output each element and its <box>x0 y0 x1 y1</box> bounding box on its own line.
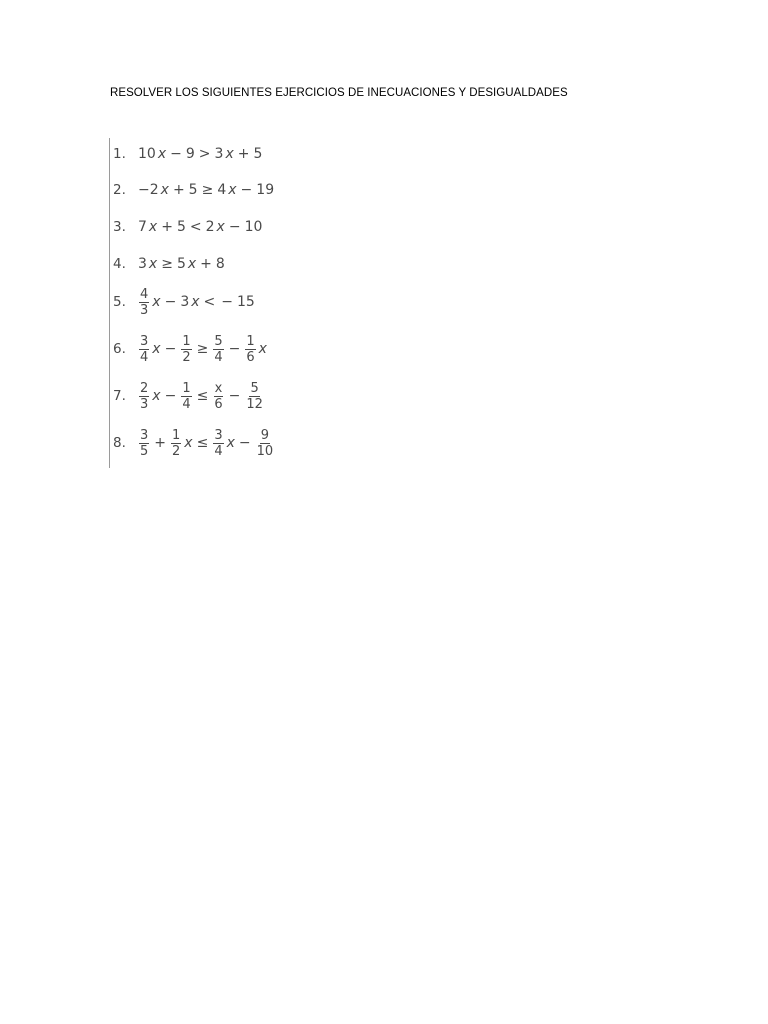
math-term: x <box>152 294 161 310</box>
inequality-expression <box>137 287 256 318</box>
exercise-item <box>113 427 276 459</box>
fraction-numerator: 3 <box>140 333 149 349</box>
math-term: 3 <box>180 294 190 310</box>
fraction-numerator: 1 <box>246 333 255 349</box>
math-term: x <box>160 182 169 198</box>
page-title: RESOLVER LOS SIGUIENTES EJERCICIOS DE INECUACIONES Y DESIGUALDADES <box>110 87 568 99</box>
math-operator: ≥ <box>201 182 214 198</box>
fraction-denominator: 2 <box>182 349 191 365</box>
math-operator: − <box>238 435 251 451</box>
fraction-numerator: 4 <box>140 286 149 302</box>
math-operator: ≥ <box>196 341 209 357</box>
math-operator: + <box>161 219 173 235</box>
fraction-denominator: 2 <box>172 443 181 459</box>
math-term: x <box>216 219 225 235</box>
math-term: x <box>152 341 161 357</box>
math-term: x <box>157 146 167 162</box>
exercise-item <box>113 180 275 200</box>
exercise-number: 8. <box>113 435 126 451</box>
fraction <box>245 381 264 412</box>
math-term: 19 <box>256 182 275 198</box>
fraction <box>181 334 191 365</box>
math-operator: − <box>170 146 182 162</box>
fraction <box>213 381 223 412</box>
math-operator: − <box>228 219 241 235</box>
math-operator: − <box>228 388 241 404</box>
math-operator: ≤ <box>196 388 209 404</box>
math-term: x <box>226 435 235 451</box>
math-operator: − <box>164 341 177 357</box>
exercise-number: 2. <box>113 182 126 198</box>
math-term: 3 <box>138 256 147 272</box>
math-operator: ≥ <box>161 256 173 272</box>
inequality-expression <box>137 381 266 412</box>
fraction <box>245 334 255 365</box>
fraction-denominator: 4 <box>140 349 149 365</box>
exercise-item <box>113 333 268 365</box>
math-operator: > <box>198 146 211 162</box>
fraction-numerator: 1 <box>172 427 181 443</box>
fraction-denominator: 3 <box>140 302 149 318</box>
math-term: x <box>228 182 237 198</box>
exercise-number: 4. <box>113 256 126 272</box>
math-term: x <box>258 341 267 357</box>
exercise-number: 1. <box>113 146 126 162</box>
exercise-number: 6. <box>113 341 126 357</box>
math-term: 4 <box>217 182 227 198</box>
math-operator: − <box>164 294 177 310</box>
fraction-numerator: x <box>214 380 223 396</box>
exercise-list <box>109 138 310 468</box>
fraction-denominator: 6 <box>214 396 223 412</box>
math-term: 15 <box>237 294 255 310</box>
exercise-item <box>113 217 263 237</box>
fraction-denominator: 3 <box>140 396 149 412</box>
math-operator: − <box>164 388 177 404</box>
math-operator: ≤ <box>196 435 209 451</box>
math-term: 5 <box>253 146 263 162</box>
math-term: 5 <box>176 256 186 272</box>
fraction <box>213 334 223 365</box>
exercise-item <box>113 380 266 412</box>
exercise-item <box>113 144 263 164</box>
math-term: 8 <box>215 256 225 272</box>
exercise-item <box>113 286 256 318</box>
fraction-denominator: 5 <box>140 443 149 459</box>
fraction-numerator: 3 <box>140 427 149 443</box>
math-term: 10 <box>138 146 156 162</box>
exercise-number: 3. <box>113 219 126 235</box>
math-operator: + <box>200 256 212 272</box>
fraction-denominator: 4 <box>214 349 223 365</box>
exercise-number: 5. <box>113 294 126 310</box>
math-term: 5 <box>176 219 186 235</box>
math-term: 2 <box>205 219 215 235</box>
fraction <box>171 428 181 459</box>
fraction-numerator: 2 <box>140 380 149 396</box>
fraction-numerator: 5 <box>214 333 223 349</box>
math-term: x <box>191 294 200 310</box>
math-term: 9 <box>185 146 195 162</box>
math-term: x <box>184 435 193 451</box>
math-term: 7 <box>138 219 147 235</box>
fraction <box>139 381 149 412</box>
fraction-numerator: 3 <box>214 427 223 443</box>
fraction-denominator: 10 <box>256 443 274 459</box>
fraction <box>139 428 149 459</box>
math-operator: − <box>240 182 253 198</box>
fraction-numerator: 9 <box>260 427 270 443</box>
fraction-numerator: 1 <box>182 333 191 349</box>
inequality-expression <box>137 428 276 459</box>
fraction <box>181 381 191 412</box>
math-term: x <box>148 256 158 272</box>
fraction-denominator: 4 <box>214 443 223 459</box>
inequality-expression <box>137 146 263 162</box>
fraction-denominator: 6 <box>246 349 255 365</box>
fraction-denominator: 12 <box>246 396 263 412</box>
math-operator: + <box>237 146 250 162</box>
fraction <box>139 287 149 318</box>
math-term: x <box>225 146 234 162</box>
math-term: −2 <box>138 182 159 198</box>
inequality-expression <box>137 182 275 198</box>
inequality-expression <box>137 334 268 365</box>
fraction-numerator: 1 <box>182 380 191 396</box>
inequality-expression <box>137 219 263 235</box>
math-term: 5 <box>188 182 198 198</box>
exercise-number: 7. <box>113 388 126 404</box>
math-operator: < <box>189 219 202 235</box>
math-operator: − <box>221 294 233 310</box>
math-operator: + <box>154 435 167 451</box>
math-term: x <box>152 388 161 404</box>
fraction-numerator: 5 <box>250 380 259 396</box>
math-term: x <box>187 256 197 272</box>
math-term: x <box>148 219 158 235</box>
exercise-item <box>113 254 226 274</box>
math-term: 10 <box>244 219 263 235</box>
math-operator: < <box>203 294 216 310</box>
math-term: 3 <box>214 146 224 162</box>
fraction <box>139 334 149 365</box>
math-operator: − <box>228 341 241 357</box>
fraction-denominator: 4 <box>182 396 191 412</box>
math-operator: + <box>172 182 185 198</box>
inequality-expression <box>137 256 226 272</box>
fraction <box>213 428 223 459</box>
fraction <box>256 428 275 459</box>
